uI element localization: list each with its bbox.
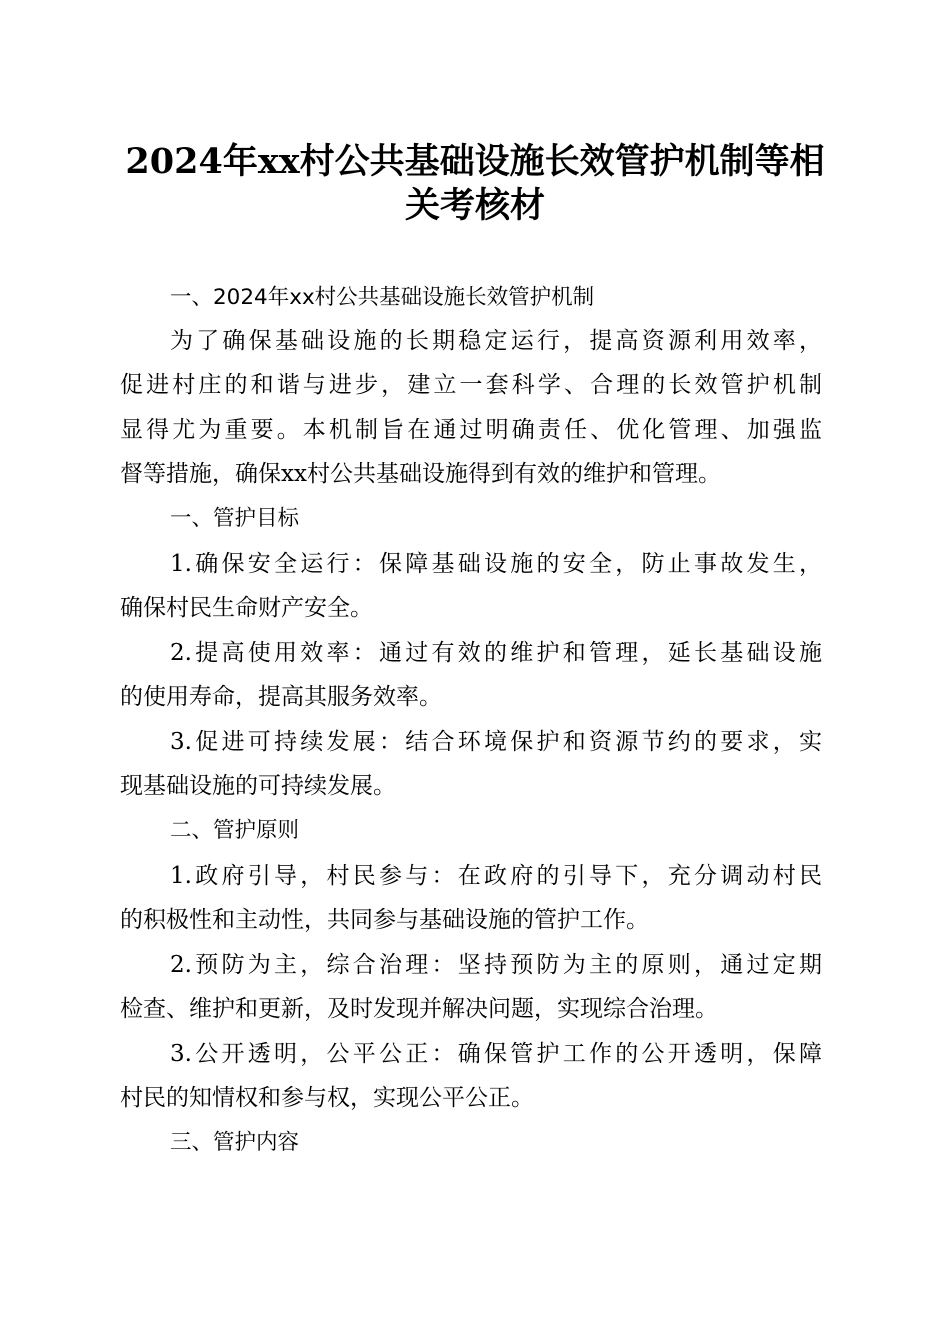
principle-item-3-line: 3.公开透明，公平公正：确保管护工作的公开透明，保障 [170, 1041, 822, 1067]
principle-item-3-line: 村民的知情权和参与权，实现公平公正。 [120, 1085, 534, 1111]
goal-item-3-line: 3.促进可持续发展：结合环境保护和资源节约的要求，实 [170, 729, 822, 755]
intro-paragraph-line: 显得尤为重要。本机制旨在通过明确责任、优化管理、加强监 [120, 417, 822, 443]
document-title-line-1: 2024年xx村公共基础设施长效管护机制等相 [125, 141, 825, 182]
document-title-line-2: 关考核材 [404, 185, 545, 226]
goal-item-1-line: 1.确保安全运行：保障基础设施的安全，防止事故发生， [170, 551, 822, 577]
content-heading: 三、管护内容 [170, 1130, 300, 1155]
goal-item-3-line: 现基础设施的可持续发展。 [120, 773, 396, 799]
principles-heading: 二、管护原则 [170, 818, 300, 843]
intro-paragraph-line: 促进村庄的和谐与进步，建立一套科学、合理的长效管护机制 [120, 372, 822, 398]
goal-item-1-line: 确保村民生命财产安全。 [120, 595, 373, 621]
principle-item-1-line: 1.政府引导，村民参与：在政府的引导下，充分调动村民 [170, 863, 822, 889]
principle-item-1-line: 的积极性和主动性，共同参与基础设施的管护工作。 [120, 907, 649, 933]
goal-item-2-line: 的使用寿命，提高其服务效率。 [120, 684, 442, 710]
goal-item-2-line: 2.提高使用效率：通过有效的维护和管理，延长基础设施 [170, 640, 822, 666]
principle-item-2-line: 2.预防为主，综合治理：坚持预防为主的原则，通过定期 [170, 952, 822, 978]
intro-paragraph-line: 督等措施，确保xx村公共基础设施得到有效的维护和管理。 [120, 461, 721, 487]
section-heading-mechanism: 一、2024年xx村公共基础设施长效管护机制 [170, 285, 595, 310]
intro-paragraph-line: 为了确保基础设施的长期稳定运行，提高资源利用效率， [170, 328, 822, 354]
goals-heading: 一、管护目标 [170, 506, 300, 531]
principle-item-2-line: 检查、维护和更新，及时发现并解决问题，实现综合治理。 [120, 996, 718, 1022]
